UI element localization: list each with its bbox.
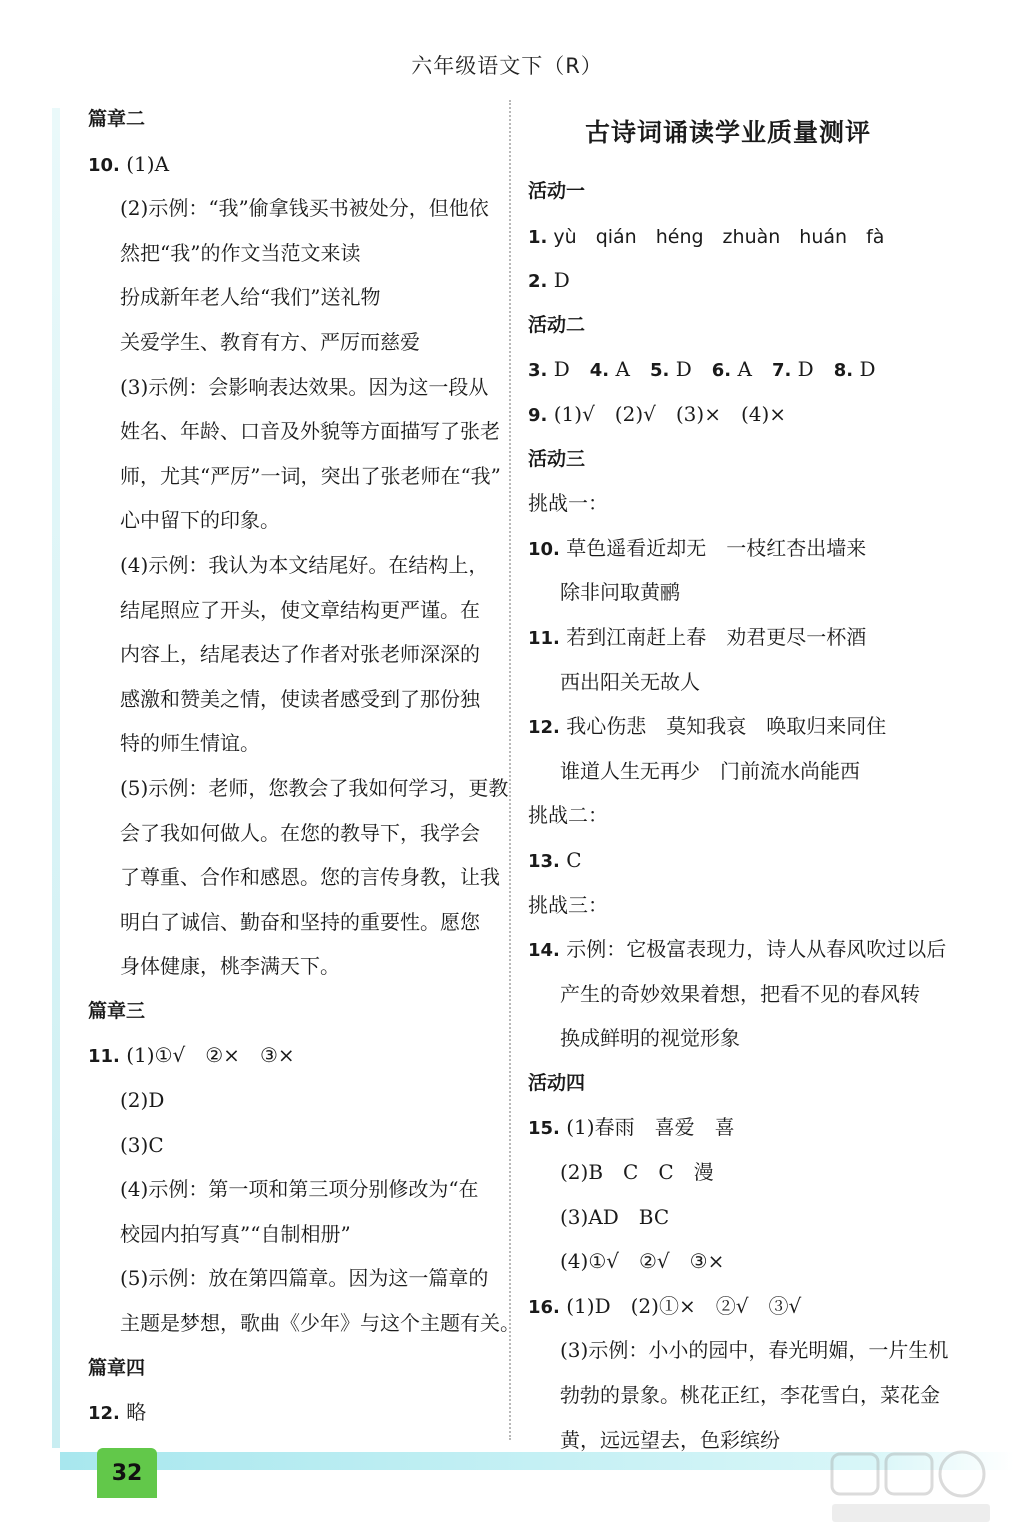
question-number: 12. [528,717,560,739]
answer-continuation: 师，尤其“严厉”一词，突出了张老师在“我” [120,463,501,488]
challenge-label: 挑战一： [528,491,608,516]
question-number: 16. [528,1296,560,1318]
answer-continuation: (4)示例：我认为本文结尾好。在结构上， [120,552,489,577]
question-number: 10. [528,538,560,560]
answer-continuation: (3)示例：会影响表达效果。因为这一段从 [120,374,489,399]
right-column [528,97,948,1462]
section-heading: 活动三 [528,447,586,470]
question-number: 12. [88,1403,120,1425]
right-column-body [528,169,948,1462]
answer-item [88,1033,498,1078]
question-number: 3. [528,360,548,382]
question-number: 7. [771,360,792,382]
left-margin-band [52,108,60,1448]
answer-item [528,838,948,883]
question-number: 2. [528,271,548,293]
question-number: 15. [528,1118,560,1140]
answer-continuation: 扮成新年老人给“我们”送礼物 [120,285,381,310]
question-number: 5. [649,360,670,382]
answer-continuation: (4)①√ ②√ ③× [560,1249,725,1274]
answer-text: C [559,847,582,872]
challenge-label: 挑战三： [528,892,608,917]
answer-text: D [547,357,570,382]
answer-item [88,1390,498,1435]
answer-continuation: 然把“我”的作文当范文来读 [120,240,361,265]
answer-continuation: 黄，远远望去，色彩缤纷 [560,1427,780,1452]
answer-continuation: (4)示例：第一项和第三项分别修改为“在 [120,1177,479,1202]
question-number: 9. [528,404,548,426]
left-column [88,97,520,1435]
answer-continuation: (3)C [120,1132,164,1157]
answer-item [528,704,948,749]
answer-continuation: (3)示例：小小的园中，春光明媚，一片生机 [560,1338,949,1363]
answer-continuation: (2)B C C 漫 [560,1160,714,1185]
answer-item [528,1284,948,1329]
section-heading: 篇章四 [88,1356,146,1379]
question-number: 14. [528,940,560,962]
section-heading: 活动四 [528,1071,586,1094]
question-number: 1. [528,226,548,248]
question-number: 10. [88,154,120,176]
answer-item [528,1105,948,1150]
question-number: 6. [711,360,732,382]
answer-text: (1)A [119,151,170,176]
challenge-label: 挑战二： [528,803,608,828]
question-number: 4. [589,360,610,382]
answer-continuation: 身体健康，桃李满天下。 [120,954,340,979]
answer-continuation: (5)示例：放在第四篇章。因为这一篇章的 [120,1266,489,1291]
answer-continuation: 西出阳关无故人 [560,669,700,694]
answer-text: A [609,357,630,382]
answer-text: 草色遥看近却无 一枝红杏出墙来 [559,535,867,560]
answer-continuation: (2)示例：“我”偷拿钱买书被处分，但他依 [120,196,489,221]
question-number: 11. [528,627,560,649]
answer-item [88,142,498,187]
answer-text: 若到江南赶上春 劝君更尽一杯酒 [559,624,867,649]
answer-continuation: 产生的奇妙效果着想，把看不见的春风转 [560,981,920,1006]
page-number-badge: 32 [97,1448,157,1498]
answer-continuation: 内容上，结尾表达了作者对张老师深深的 [120,642,480,667]
answer-item [528,392,948,437]
answer-item [528,615,948,660]
answer-continuation: (5)示例：老师，您教会了我如何学习，更教 [120,775,509,800]
watermark-logo-icon [826,1448,996,1528]
answer-continuation: (2)D [120,1088,165,1113]
answer-text: (1)①√ ②× ③× [119,1043,295,1068]
answer-continuation: 关爱学生、教育有方、严厉而慈爱 [120,329,420,354]
answer-text: D [547,268,570,293]
answer-text: D [791,357,814,382]
answer-text: D [853,357,876,382]
answer-text: yù qián héng zhuàn huán fà [547,225,885,248]
section-heading: 活动一 [528,180,586,202]
answer-continuation: 结尾照应了开头，使文章结构更严谨。在 [120,597,480,622]
answer-text: (1)春雨 喜爱 喜 [559,1115,735,1140]
answer-continuation: 姓名、年龄、口音及外貌等方面描写了张老 [120,419,500,444]
answer-row [528,347,948,392]
answer-continuation: 特的师生情谊。 [120,731,260,756]
answer-text: A [731,357,752,382]
question-number: 13. [528,850,560,872]
answer-continuation: 感激和赞美之情，使读者感受到了那份独 [120,686,480,711]
question-number: 8. [833,360,854,382]
answer-continuation: 会了我如何做人。在您的教导下，我学会 [120,820,480,845]
answer-text: D [669,357,692,382]
answer-continuation: 心中留下的印象。 [120,508,280,533]
answer-text: 示例：它极富表现力，诗人从春风吹过以后 [559,937,947,962]
answer-continuation: 勃勃的景象。桃花正红，李花雪白，菜花金 [560,1383,940,1408]
answer-continuation: 校园内拍写真”“自制相册” [120,1221,351,1246]
answer-item [528,214,948,259]
answer-continuation: (3)AD BC [560,1204,670,1229]
answer-continuation: 了尊重、合作和感恩。您的言传身教，让我 [120,865,500,890]
section-heading: 篇章三 [88,999,146,1022]
section-heading: 活动二 [528,313,586,336]
answer-text: 我心伤悲 莫知我哀 唤取归来同住 [559,714,887,739]
answer-text: 略 [119,1400,147,1425]
answer-continuation: 谁道人生无再少 门前流水尚能西 [560,758,860,783]
answer-continuation: 明白了诚信、勤奋和坚持的重要性。愿您 [120,909,480,934]
answer-item [528,526,948,571]
answer-continuation: 除非问取黄鹂 [560,580,680,605]
answer-item [528,927,948,972]
answer-continuation: 换成鲜明的视觉形象 [560,1026,740,1051]
question-number: 11. [88,1046,120,1068]
section-heading: 篇章二 [88,108,146,130]
section-title: 古诗词诵读学业质量测评 [584,118,871,147]
answer-text: (1)D (2)①× ②√ ③√ [559,1293,802,1318]
answer-text: (1)√ (2)√ (3)× (4)× [547,401,787,426]
column-divider [509,100,511,1440]
answer-item [528,258,948,303]
page-header: 六年级语文下（R） [411,54,603,78]
answer-continuation: 主题是梦想，歌曲《少年》与这个主题有关。 [120,1311,520,1336]
